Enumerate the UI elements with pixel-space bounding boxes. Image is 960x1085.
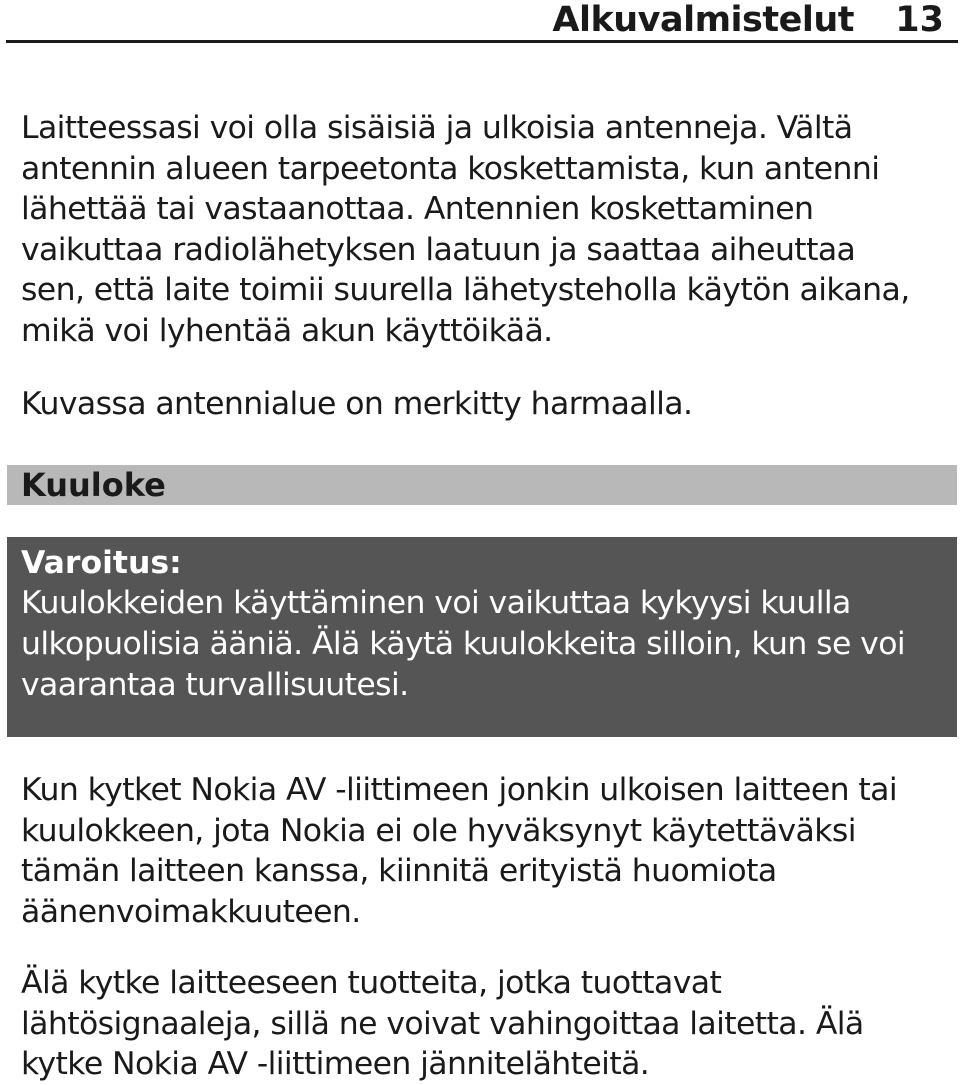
antenna-area-note: Kuvassa antennialue on merkitty harmaalla.	[21, 386, 693, 422]
output-signal-paragraph: Älä kytke laitteeseen tuotteita, jotka tuottavat lähtösignaaleja, sillä ne voivat vahingoittaa laitetta. Älä kytke Nokia AV -liittimeen jännitelähteitä.	[21, 965, 864, 1082]
warning-text: Kuulokkeiden käyttäminen voi vaikuttaa kykyysi kuulla ulkopuolisia ääniä. Älä käytä kuulokkeita silloin, kun se voi vaarantaa turvallisuutesi.	[21, 585, 906, 703]
antenna-paragraph: Laitteessasi voi olla sisäisiä ja ulkoisia antenneja. Vältä antennin alueen tarpeetonta koskettamista, kun antenni lähettää tai vastaanottaa. Antennien koskettaminen vaikuttaa radiolähetyksen laatuun ja saattaa aiheuttaa sen, että laite toimii suurella lähetysteholla käytön aikana, mikä voi lyhentää akun käyttöikää.	[21, 110, 910, 349]
av-connector-paragraph: Kun kytket Nokia AV -liittimeen jonkin ulkoisen laitteen tai kuulokkeen, jota Nokia ei ole hyväksynyt käytettäväksi tämän laitteen kanssa, kiinnitä erityistä huomiota äänenvoimakkuuteen.	[21, 772, 897, 930]
page-number: 13	[895, 0, 944, 40]
chapter-title: Alkuvalmistelut	[552, 0, 854, 40]
page-header	[6, 0, 958, 43]
warning-box	[7, 537, 957, 737]
section-heading-bar	[7, 465, 957, 505]
section-title: Kuuloke	[21, 466, 166, 504]
warning-label: Varoitus:	[21, 545, 182, 581]
